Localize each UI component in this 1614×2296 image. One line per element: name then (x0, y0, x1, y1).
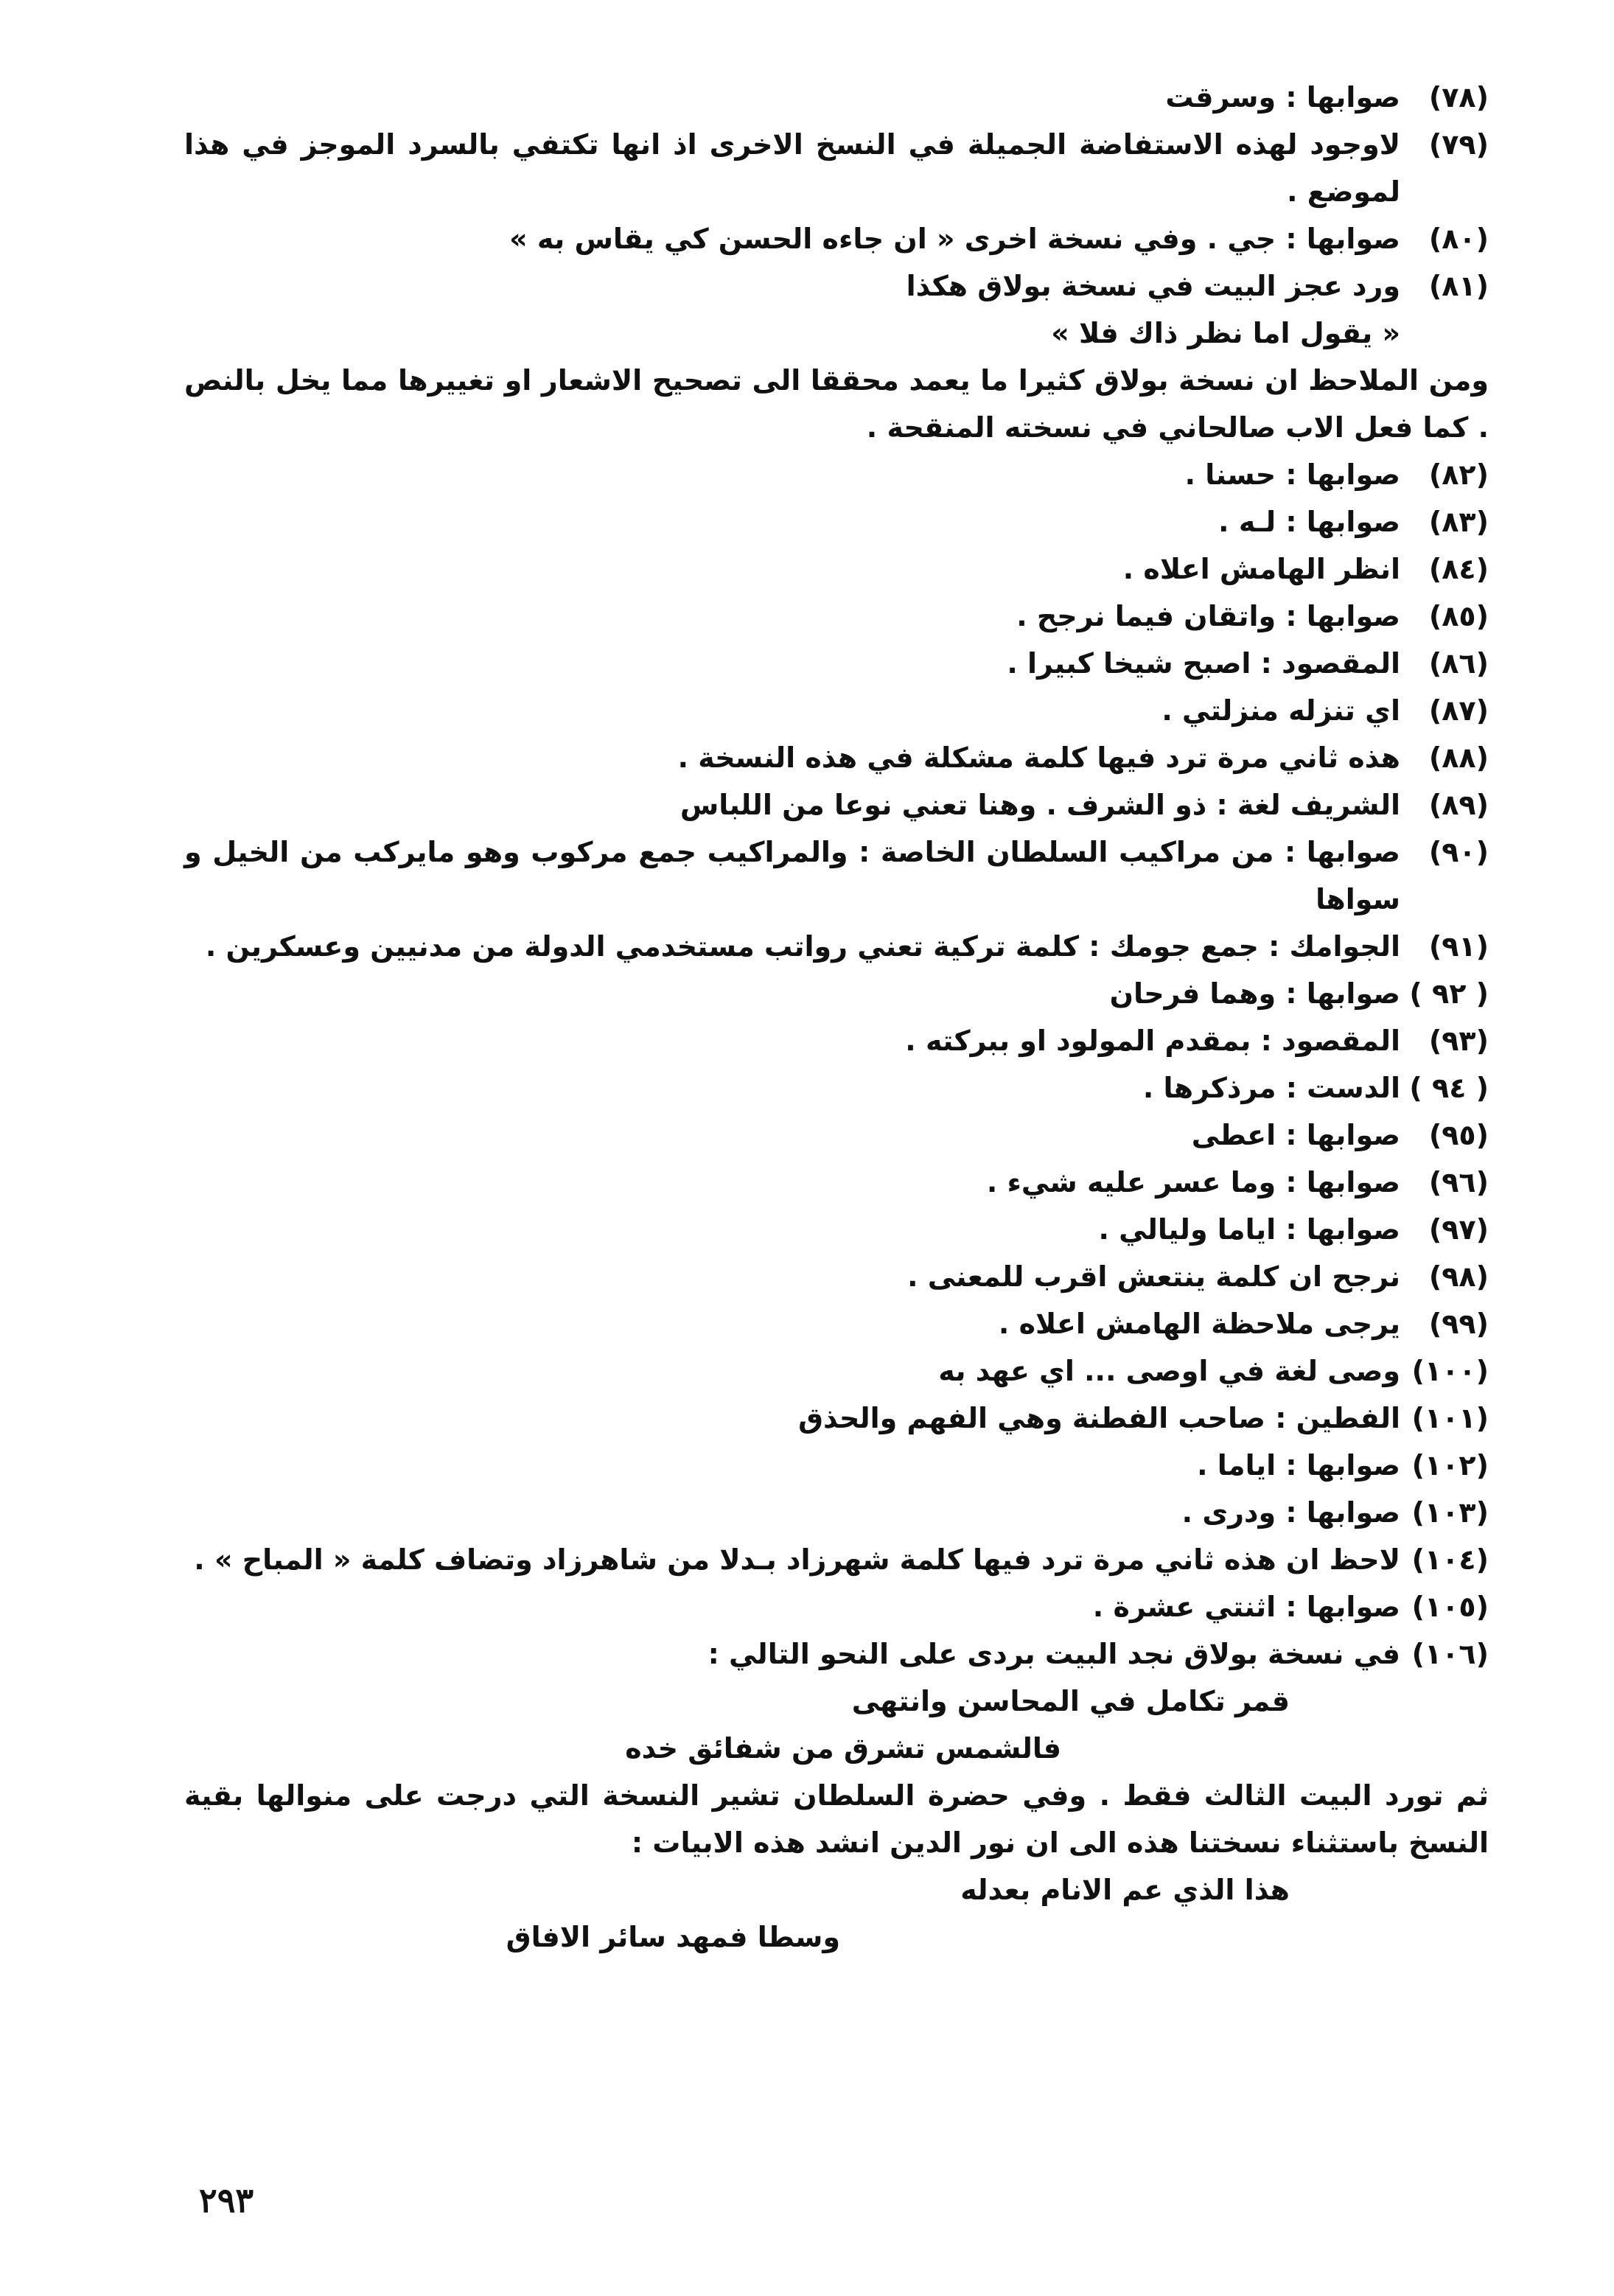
footnote-98 (184, 1253, 1489, 1300)
footnote-105 (184, 1583, 1489, 1630)
footnote-88 (184, 734, 1489, 781)
footnote-number: (٩٣) (1428, 1025, 1489, 1057)
footnote-95 (184, 1112, 1489, 1159)
footnote-text: الفطين : صاحب الفطنة وهي الفهم والحذق (798, 1402, 1400, 1434)
footnote-number: (٩١) (1428, 930, 1489, 963)
footnote-number: (٨١) (1428, 270, 1489, 302)
footnote-number: (١٠٢) (1411, 1449, 1489, 1482)
footnote-text: صوابها : حسنا . (1184, 458, 1400, 491)
footnote-number: (٩٧) (1428, 1213, 1489, 1246)
footnote-number: (١٠٥) (1411, 1591, 1489, 1623)
footnote-83 (184, 498, 1489, 545)
page-number: ٢٩٣ (199, 2180, 254, 2220)
footnote-text: صوابها : اعطى (1191, 1119, 1400, 1151)
footnote-82 (184, 451, 1489, 498)
footnote-text: صوابها : لـه . (1218, 506, 1400, 538)
footnote-number: (٨٣) (1428, 506, 1489, 538)
footnote-91 (184, 923, 1489, 970)
footnote-text: وصى لغة في اوصى ... اي عهد به (938, 1355, 1400, 1387)
footnote-92 (184, 970, 1489, 1017)
footnote-text: صوابها : اثنتي عشرة . (1092, 1591, 1400, 1623)
footnote-number: (٨٦) (1428, 647, 1489, 680)
verse-line-4: وسطا فمهد سائر الافاق (506, 1921, 840, 1953)
footnote-87 (184, 687, 1489, 734)
footnote-text: صوابها : واتقان فيما نرجح . (1016, 600, 1400, 632)
footnote-number: (٧٨) (1428, 81, 1489, 114)
footnote-number: (٨٥) (1428, 600, 1489, 632)
footnote-text: لاحظ ان هذه ثاني مرة ترد فيها كلمة شهرزاد بـدلا من شاهرزاد وتضاف كلمة « المباح » . (194, 1543, 1400, 1576)
footnote-97 (184, 1206, 1489, 1253)
footnote-text: في نسخة بولاق نجد البيت بردى على النحو التالي : (708, 1638, 1400, 1670)
footnote-text: الدست : مرذكرها . (1142, 1072, 1400, 1104)
footnote-79 (184, 121, 1489, 215)
verse-line-1: قمر تكامل في المحاسن وانتهى (851, 1685, 1290, 1717)
footnote-number: (٨٢) (1428, 458, 1489, 491)
quoted-verse: « يقول اما نظر ذاك فلا » (1051, 317, 1400, 349)
footnote-number: (٨٨) (1428, 742, 1489, 774)
footnote-96 (184, 1159, 1489, 1206)
footnote-number: (٨٧) (1428, 694, 1489, 727)
footnote-number: (٩٠) (1428, 836, 1489, 868)
footnote-94 (184, 1064, 1489, 1112)
footnote-text: صوابها : ودرى . (1181, 1496, 1400, 1529)
footnote-text: نرجح ان كلمة ينتعش اقرب للمعنى . (907, 1260, 1400, 1293)
footnote-number: (٩٦) (1428, 1166, 1489, 1198)
footnote-text: اي تنزله منزلتي . (1161, 694, 1400, 727)
verse-line-2: فالشمس تشرق من شفائق خده (625, 1732, 1061, 1765)
footnote-text: المقصود : اصبح شيخا كبيرا . (1007, 647, 1400, 680)
footnote-text: صوابها : جي . وفي نسخة اخرى « ان جاءه الحسن كي يقاس به » (509, 223, 1400, 255)
footnote-number: (١٠٦) (1411, 1638, 1489, 1670)
footnote-number: (٨٤) (1428, 553, 1489, 585)
footnote-number: ( ٩٢ ) (1409, 977, 1489, 1010)
footnote-90 (184, 828, 1489, 923)
footnote-100 (184, 1347, 1489, 1395)
footnote-text: صوابها : وهما فرحان (1109, 977, 1400, 1010)
footnote-104 (184, 1536, 1489, 1583)
footnote-text: يرجى ملاحظة الهامش اعلاه . (998, 1308, 1400, 1340)
footnote-number: (١٠٣) (1411, 1496, 1489, 1529)
footnote-text: صوابها : وسرقت (1165, 81, 1400, 114)
footnote-text: المقصود : بمقدم المولود او ببركته . (905, 1025, 1400, 1057)
footnote-93 (184, 1017, 1489, 1064)
footnote-81-verse (184, 310, 1489, 357)
footnote-text: الشريف لغة : ذو الشرف . وهنا تعني نوعا من اللباس (680, 789, 1400, 821)
footnote-text: الجوامك : جمع جومك : كلمة تركية تعني رواتب مستخدمي الدولة من مدنيين وعسكرين . (205, 930, 1400, 963)
footnote-number: (٩٥) (1428, 1119, 1489, 1151)
footnotes-list (184, 74, 1489, 1961)
footnote-number: (١٠١) (1411, 1402, 1489, 1434)
footnote-text: صوابها : اياما وليالي . (1098, 1213, 1400, 1246)
footnote-text: صوابها : اياما . (1197, 1449, 1400, 1482)
footnote-number: (٧٩) (1428, 128, 1489, 161)
footnote-number: (١٠٤) (1411, 1543, 1489, 1576)
footnote-99 (184, 1300, 1489, 1347)
verse-line-3: هذا الذي عم الانام بعدله (960, 1874, 1290, 1906)
footnote-number: (٩٨) (1428, 1260, 1489, 1293)
footnote-102 (184, 1442, 1489, 1489)
footnote-number: (٩٩) (1428, 1308, 1489, 1340)
footnote-80 (184, 215, 1489, 262)
footnote-84 (184, 545, 1489, 593)
footnote-number: (٨٩) (1428, 789, 1489, 821)
footnote-89 (184, 781, 1489, 828)
footnote-103 (184, 1489, 1489, 1536)
verse-commentary: ثم تورد البيت الثالث فقط . وفي حضرة السلطان تشير النسخة التي درجت على منوالها بقية النسخ باستثناء نسختنا هذه الى ان نور الدين انشد هذه الابيات : (184, 1779, 1489, 1859)
footnote-78 (184, 74, 1489, 121)
footnote-text: صوابها : وما عسر عليه شيء . (986, 1166, 1400, 1198)
footnote-text: هذه ثاني مرة ترد فيها كلمة مشكلة في هذه النسخة . (677, 742, 1400, 774)
footnote-text: ورد عجز البيت في نسخة بولاق هكذا (906, 270, 1400, 302)
footnote-106 (184, 1630, 1489, 1678)
footnote-number: (٨٠) (1428, 223, 1489, 255)
footnote-number: (١٠٠) (1411, 1355, 1489, 1387)
footnote-text: صوابها : من مراكيب السلطان الخاصة : والمراكيب جمع مركوب وهو مايركب من الخيل و سواها (184, 836, 1400, 915)
footnote-text: انظر الهامش اعلاه . (1122, 553, 1400, 585)
footnote-text: لاوجود لهذه الاستفاضة الجميلة في النسخ الاخرى اذ انها تكتفي بالسرد الموجز في هذا لموضع . (184, 128, 1400, 208)
footnote-101 (184, 1395, 1489, 1442)
footnote-85 (184, 593, 1489, 640)
footnote-number: ( ٩٤ ) (1409, 1072, 1489, 1104)
footnote-81 (184, 262, 1489, 310)
footnote-81-commentary: ومن الملاحظ ان نسخة بولاق كثيرا ما يعمد محققا الى تصحيح الاشعار او تغييرها مما يخل بالنص . كما فعل الاب صالحاني في نسخته المنقحة . (184, 364, 1489, 444)
footnote-86 (184, 640, 1489, 687)
